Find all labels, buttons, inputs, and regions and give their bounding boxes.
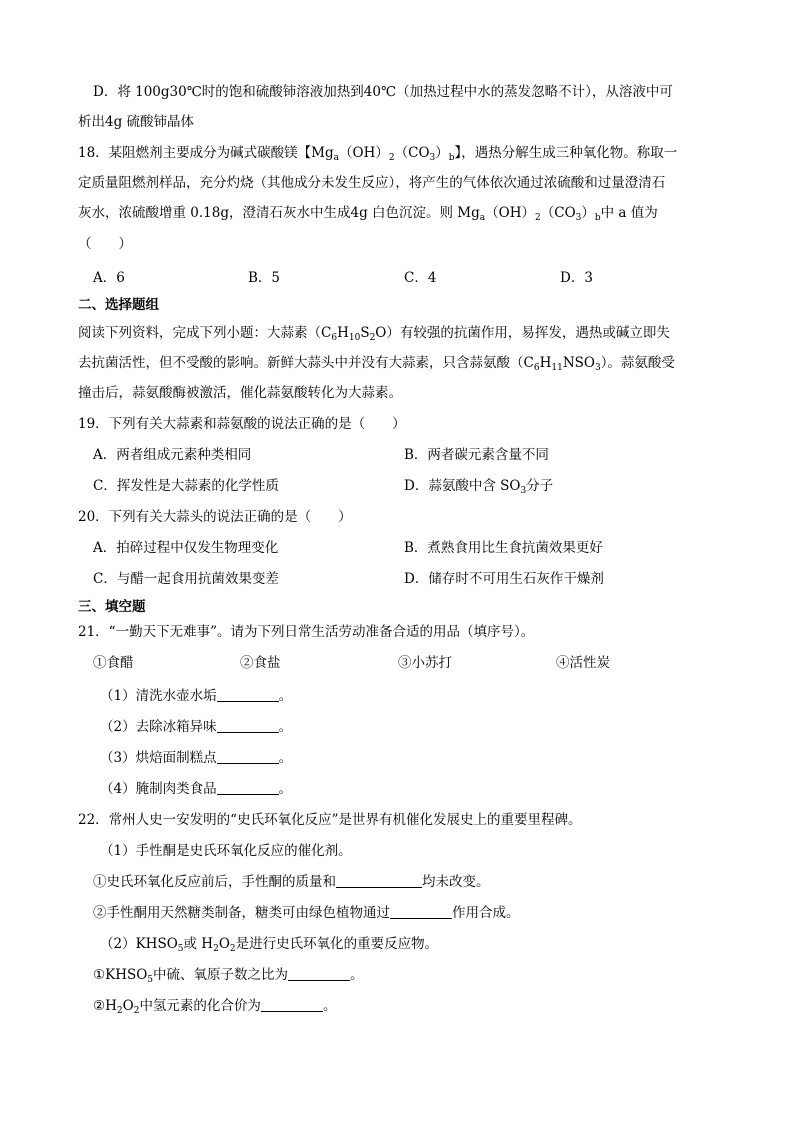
answer-blank[interactable] [217, 687, 279, 702]
q21-choice-4: ④活性炭 [556, 655, 610, 671]
q21-item-4: （4）腌制肉类食品 。 [100, 781, 293, 797]
q19-stem: 19．下列有关大蒜素和蒜氨酸的说法正确的是（ ） [78, 416, 406, 432]
q22-stem: 22．常州人史一安发明的“史氏环氧化反应”是世界有机催化发展史上的重要里程碑。 [78, 812, 582, 828]
q18-stem-line2: 定质量阻燃剂样品，充分灼烧（其他成分未发生反应），将产生的气体依次通过浓硫酸和过量澄清石 [78, 175, 666, 191]
q22-part1-q1: ①史氏环氧化反应前后，手性酮的质量和 均未改变。 [93, 874, 490, 890]
answer-blank[interactable] [336, 873, 422, 888]
q21-choice-1: ①食醋 [93, 655, 134, 671]
q19-option-c: C．挥发性是大蒜素的化学性质 [93, 478, 279, 494]
section-2-title: 二、选择题组 [78, 297, 159, 313]
q21-choice-3: ③小苏打 [398, 655, 452, 671]
answer-blank[interactable] [261, 997, 323, 1012]
q19-option-d: D．蒜氨酸中含 $SO_3$分子 [404, 478, 554, 496]
q21-stem: 21．“一勤天下无难事”。请为下列日常生活劳动准备合适的用品（填序号）。 [78, 624, 535, 640]
section-2-intro-line1: 阅读下列资料，完成下列小题：大蒜素$(C_6H_{10}S_2O)$有较强的抗菌作用，易挥发，遇热或碱立即失 [78, 325, 670, 343]
q22-part1: （1）手性酮是史氏环氧化反应的催化剂。 [100, 843, 352, 859]
q17-option-d-line1: D．将 100g30℃时的饱和硫酸铈溶液加热到40℃（加热过程中水的蒸发忽略不计），从溶液中可 [93, 84, 673, 100]
q20-option-b: B．煮熟食用比生食抗菌效果更好 [404, 540, 603, 556]
q21-item-3: （3）烘焙面制糕点 。 [100, 750, 293, 766]
q20-stem: 20．下列有关大蒜头的说法正确的是（ ） [78, 509, 352, 525]
section-2-intro-line3: 撞击后，蒜氨酸酶被激活，催化蒜氨酸转化为大蒜素。 [78, 385, 402, 401]
q22-part2-q2: $②H_2O_2$中氢元素的化合价为 。 [93, 998, 337, 1016]
q22-part1-q2: ②手性酮用天然糖类制备，糖类可由绿色植物通过 作用合成。 [93, 905, 520, 921]
q21-item-1: （1）清洗水壶水垢 。 [100, 688, 293, 704]
q17-option-d-line2: 析出4g 硫酸铈晶体 [78, 114, 195, 130]
q22-part2: $(2)KHSO_5$或 $H_2O_2$是进行史氏环氧化的重要反应物。 [100, 936, 439, 954]
answer-blank[interactable] [288, 966, 350, 981]
answer-blank[interactable] [217, 749, 279, 764]
q18-option-c: C．4 [404, 270, 437, 286]
q18-option-b: B．5 [248, 270, 281, 286]
q18-option-d: D．3 [560, 270, 593, 286]
q22-part2-q1: $①KHSO_5$中硫、氧原子数之比为 。 [93, 967, 364, 985]
q21-item-2: （2）去除冰箱异味 。 [100, 719, 293, 735]
q18-option-a: A．6 [93, 270, 125, 286]
section-3-title: 三、填空题 [78, 599, 146, 615]
answer-blank[interactable] [217, 718, 279, 733]
q20-option-d: D．储存时不可用生石灰作干燥剂 [404, 571, 604, 587]
q20-option-c: C．与醋一起食用抗菌效果变差 [93, 571, 279, 587]
q20-option-a: A．拍碎过程中仅发生物理变化 [93, 540, 279, 556]
answer-blank[interactable] [390, 904, 452, 919]
q19-option-b: B．两者碳元素含量不同 [404, 447, 549, 463]
answer-blank[interactable] [217, 780, 279, 795]
q18-answer-bracket: （ ） [78, 236, 132, 252]
section-2-intro-line2: 去抗菌活性，但不受酸的影响。新鲜大蒜头中并没有大蒜素，只含蒜氨酸$(C_6H_{11}NSO_3)$。蒜氨酸受 [78, 355, 675, 373]
q19-option-a: A．两者组成元素种类相同 [93, 447, 252, 463]
q21-choice-2: ②食盐 [240, 655, 281, 671]
q18-stem-line3: 灰水，浓硫酸增重 0.18g，澄清石灰水中生成4g 白色沉淀。则 $Mg_a(OH)_2(CO_3)_b$中 a 值为 [78, 205, 658, 223]
q18-stem-line1: 18．某阻燃剂主要成分为碱式碳酸镁【$Mg_a(OH)_2(CO_3)_b$】，遇热分解生成三种氧化物。称取一 [78, 145, 678, 163]
